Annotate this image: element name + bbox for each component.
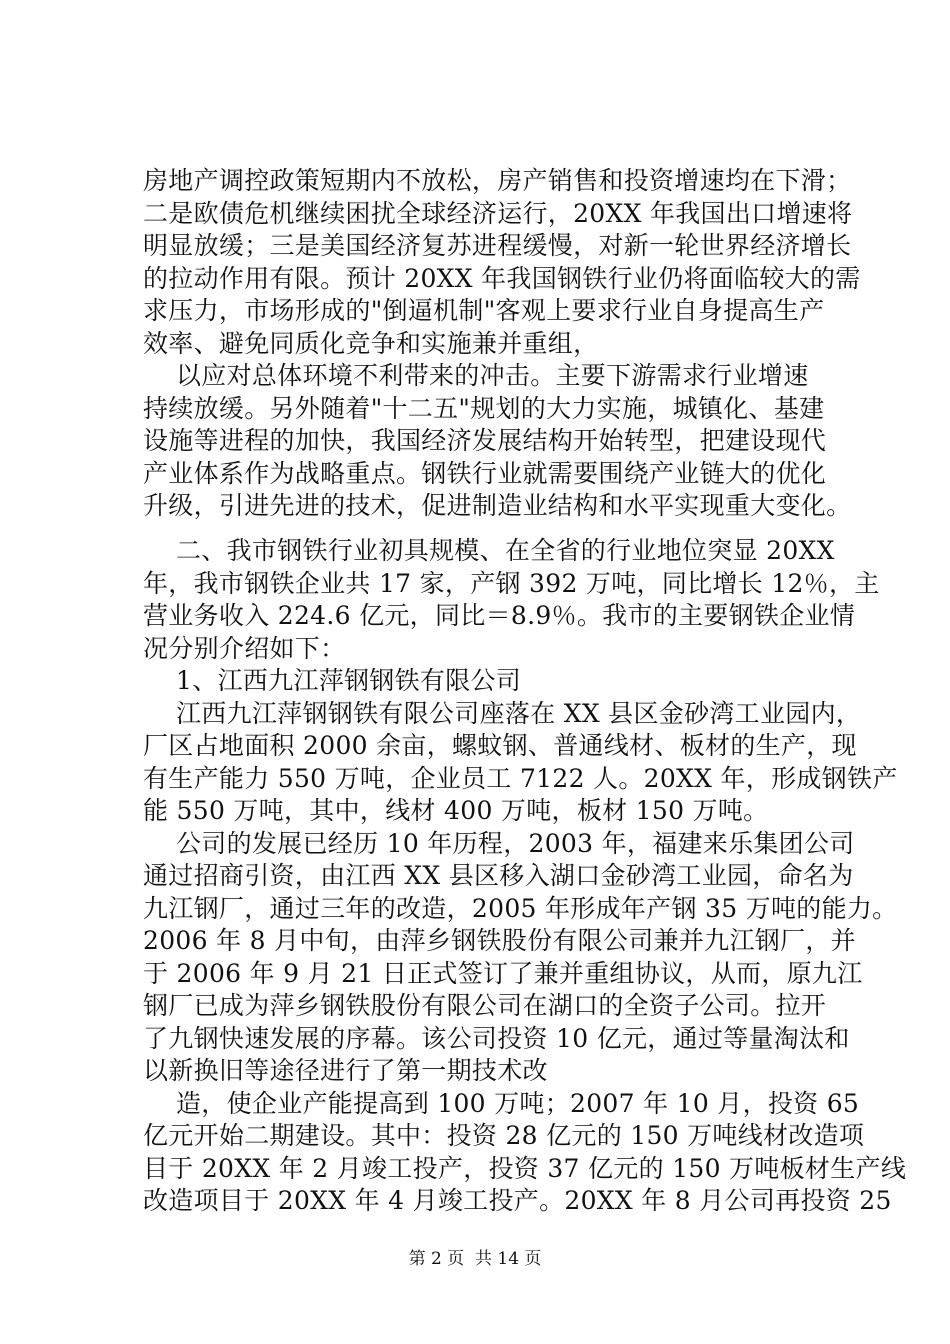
text-line: 厂区占地面积 2000 余亩，螺蚊钢、普通线材、板材的生产，现 [143, 731, 857, 760]
text-line: 了九钢快速发展的序幕。该公司投资 10 亿元，通过等量淘汰和 [143, 1023, 850, 1053]
text-line: 的拉动作用有限。预计 20XX 年我国钢铁行业仍将面临较大的需 [143, 263, 861, 293]
text-line: 1、江西九江萍钢钢铁有限公司 [143, 666, 522, 695]
page-number-label: 第 2 页 共 14 页 [408, 1249, 542, 1269]
text-line: 亿元开始二期建设。其中：投资 28 亿元的 150 万吨线材改造项 [143, 1121, 865, 1150]
text-line: 以新换旧等途径进行了第一期技术改 [143, 1056, 548, 1085]
text-line: 二是欧债危机继续困扰全球经济运行，20XX 年我国出口增速将 [143, 198, 853, 228]
text-line: 有生产能力 550 万吨，企业员工 7122 人。20XX 年，形成钢铁产 [143, 763, 898, 793]
text-line: 钢厂已成为萍乡钢铁股份有限公司在湖口的全资子公司。拉开 [143, 991, 827, 1020]
text-line: 以应对总体环境不利带来的冲击。主要下游需求行业增速 [143, 361, 809, 390]
text-line: 效率、避免同质化竞争和实施兼并重组， [143, 328, 599, 358]
text-line: 产业体系作为战略重点。钢铁行业就需要围绕产业链大的优化 [143, 458, 827, 488]
text-line: 2006 年 8 月中旬，由萍乡钢铁股份有限公司兼并九江钢厂，并 [143, 926, 856, 955]
text-line: 明显放缓；三是美国经济复苏进程缓慢，对新一轮世界经济增长 [143, 231, 852, 260]
text-line: 能 550 万吨，其中，线材 400 万吨，板材 150 万吨。 [143, 796, 769, 825]
text-line: 公司的发展已经历 10 年历程，2003 年，福建来乐集团公司 [143, 828, 855, 858]
section-2-paragraphs [143, 535, 907, 1218]
text-line: 造，使企业产能提高到 100 万吨；2007 年 10 月，投资 65 [143, 1088, 860, 1118]
text-line: 求压力，市场形成的"倒逼机制"客观上要求行业自身提高生产 [143, 296, 825, 325]
text-line: 况分别介绍如下： [143, 633, 346, 663]
text-line: 于 2006 年 9 月 21 日正式签订了兼并重组协议，从而，原九江 [143, 958, 863, 988]
text-line: 房地产调控政策短期内不放松，房产销售和投资增速均在下滑； [143, 166, 852, 195]
page-footer [0, 1244, 950, 1269]
text-line: 营业务收入 224.6 亿元，同比＝8.9％。我市的主要钢铁企业情 [143, 601, 856, 630]
text-line: 通过招商引资，由江西 XX 县区移入湖口金砂湾工业园，命名为 [143, 861, 854, 890]
text-line: 设施等进程的加快，我国经济发展结构开始转型，把建设现代 [143, 426, 827, 455]
text-line: 江西九江萍钢钢铁有限公司座落在 XX 县区金砂湾工业园内， [143, 698, 862, 728]
text-line: 升级，引进先进的技术，促进制造业结构和水平实现重大变化。 [143, 491, 852, 520]
text-line: 九江钢厂，通过三年的改造，2005 年形成年产钢 35 万吨的能力。 [143, 893, 898, 923]
text-line: 二、我市钢铁行业初具规模、在全省的行业地位突显 20XX [143, 536, 835, 565]
text-line: 改造项目于 20XX 年 4 月竣工投产。20XX 年 8 月公司再投资 25 [143, 1186, 892, 1215]
text-line: 目于 20XX 年 2 月竣工投产，投资 37 亿元的 150 万吨板材生产线 [143, 1153, 907, 1183]
section-1-paragraphs [143, 165, 861, 523]
text-line: 持续放缓。另外随着"十二五"规划的大力实施，城镇化、基建 [143, 393, 825, 423]
text-line: 年，我市钢铁企业共 17 家，产钢 392 万吨，同比增长 12％，主 [143, 568, 880, 598]
